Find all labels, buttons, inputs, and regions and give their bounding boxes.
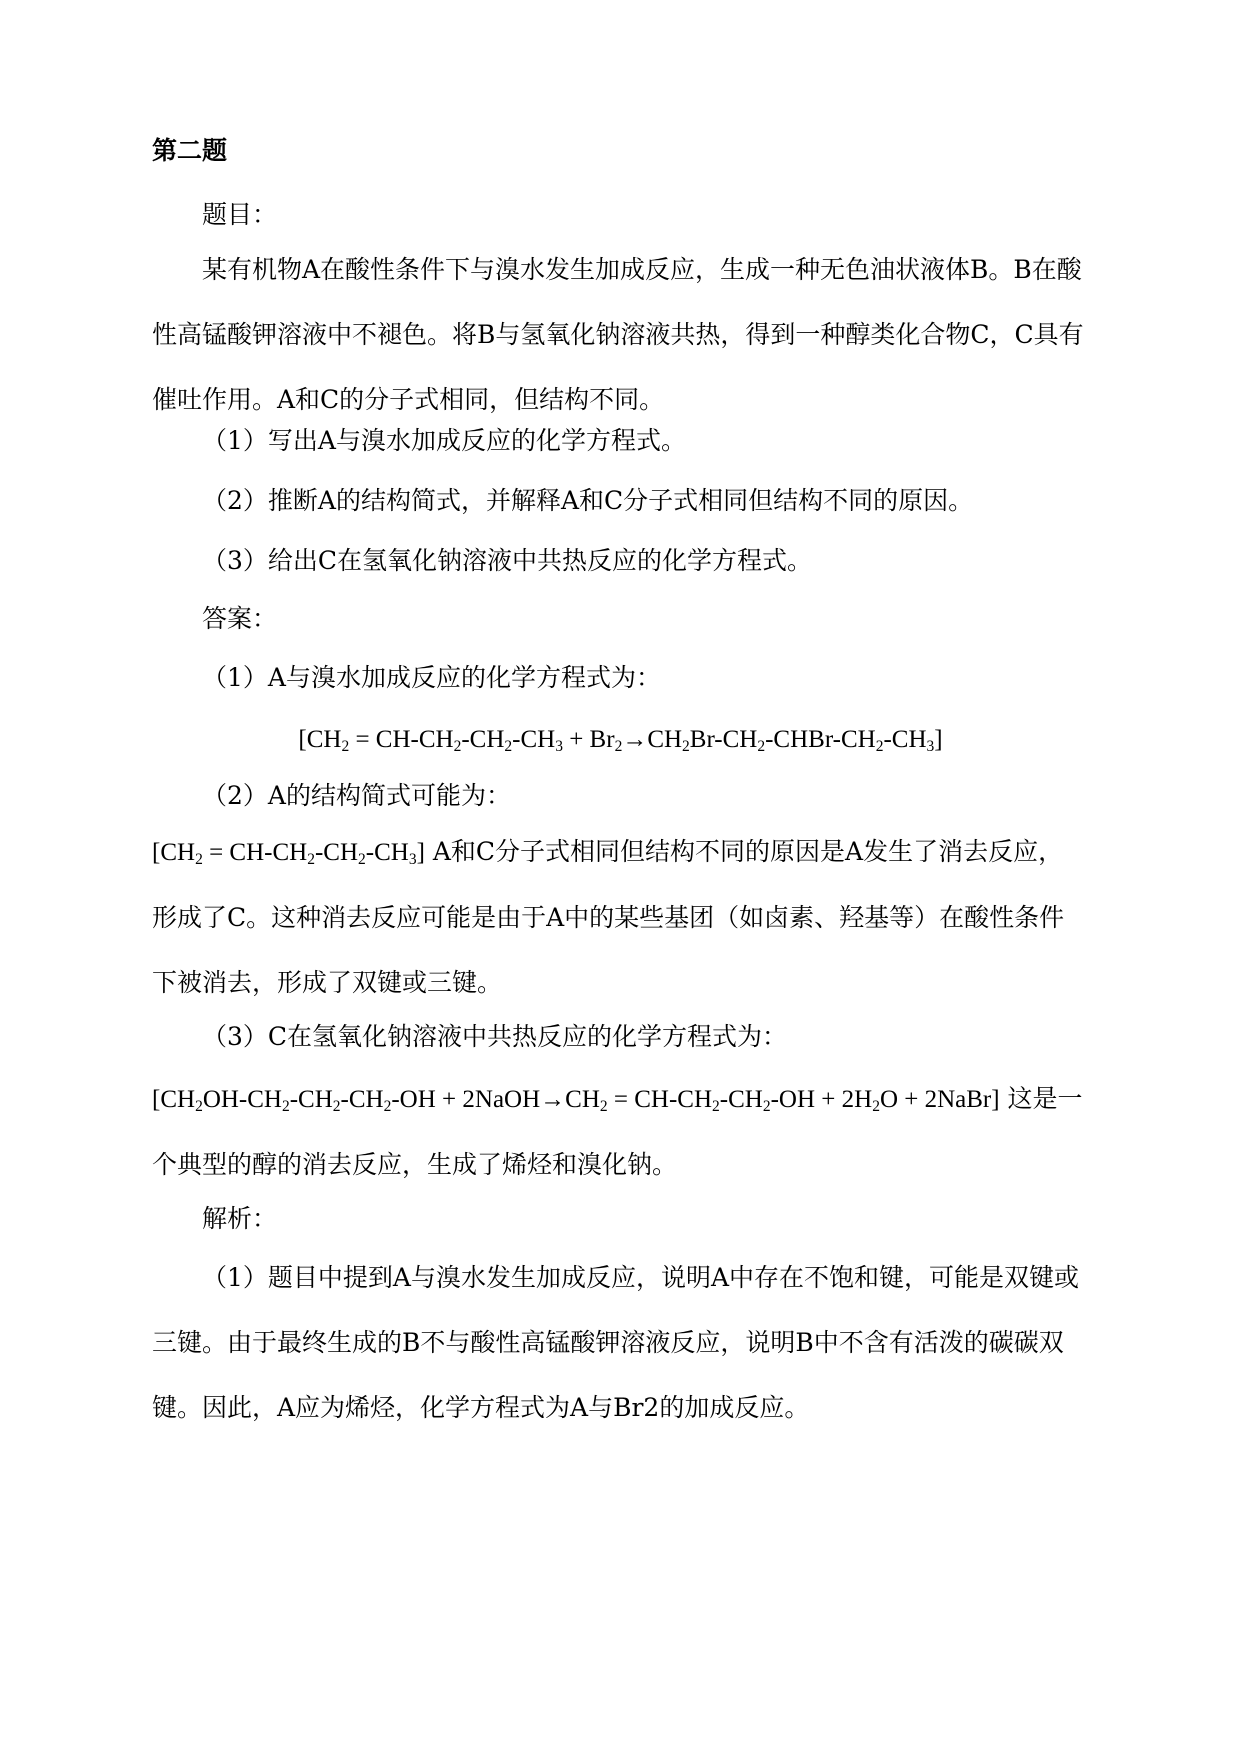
answer-2-intro: （2）A的结构简式可能为： [202,781,511,810]
answer-3-intro: （3）C在氢氧化钠溶液中共热反应的化学方程式为： [202,1022,788,1051]
question-label: 题目： [202,200,278,229]
answer-3-text: 这是一个典型的醇的消去反应，生成了烯烃和溴化钠。 [152,1084,1083,1179]
answer-1-intro: （1）A与溴水加成反应的化学方程式为： [202,663,661,692]
question-3: （3）给出C在氢氧化钠溶液中共热反应的化学方程式。 [202,546,813,575]
analysis-label: 解析： [202,1204,278,1233]
analysis-1: （1）题目中提到A与溴水发生加成反应，说明A中存在不饱和键，可能是双键或三键。由于最终生成的B不与酸性高锰酸钾溶液反应，说明B中不含有活泼的碳碳双键。因此，A应为烯烃，化学方程式为A与Br2的加成反应。 [152,1263,1080,1422]
answer-3-paragraph [152,1066,1088,1197]
question-text: 某有机物A在酸性条件下与溴水发生加成反应，生成一种无色油状液体B。B在酸性高锰酸钾溶液中不褪色。将B与氢氧化钠溶液共热，得到一种醇类化合物C，C具有催吐作用。A和C的分子式相同，但结构不同。 [152,255,1084,414]
answer-2-paragraph [152,819,1088,1015]
answer-2-text: A和C分子式相同但结构不同的原因是A发生了消去反应，形成了C。这种消去反应可能是由于A中的某些基团（如卤素、羟基等）在酸性条件下被消去，形成了双键或三键。 [152,837,1065,997]
equation-2: $[CH_2 = CH-CH_2-CH_2-CH_3]$ [152,839,425,868]
question-2: （2）推断A的结构简式，并解释A和C分子式相同但结构不同的原因。 [202,486,974,515]
question-1: （1）写出A与溴水加成反应的化学方程式。 [202,426,686,455]
equation-1: [$CH_2 = CH-CH_2-CH_2-CH_3$ + $Br_2\to CH_2Br-CH_2-CHBr-CH_2-CH_3$] [298,726,943,755]
equation-3: [$CH_2OH-CH_2-CH_2-CH_2-OH$ + $2NaOH\to CH_2 = CH-CH_2-CH_2-OH + 2H_2O$ + 2NaBr] [152,1086,1000,1115]
answer-label: 答案： [202,604,278,633]
heading: 第二题 [152,136,228,165]
